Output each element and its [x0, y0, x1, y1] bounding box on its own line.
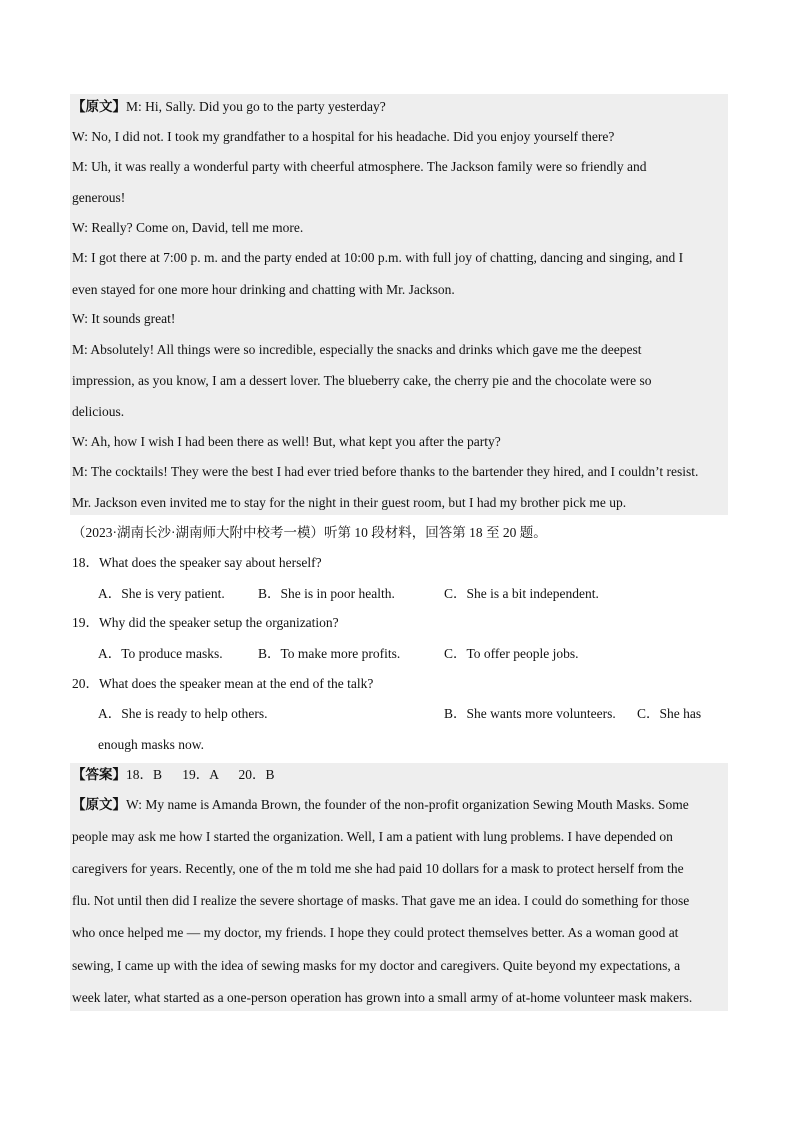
- transcript-2-line: caregivers for years. Recently, one of the m told me she had paid 10 dollars for a mask to protect herself from the: [72, 861, 684, 876]
- question-18-option-a: A．She is very patient.: [98, 586, 225, 601]
- transcript-1-line: impression, as you know, I am a dessert lover. The blueberry cake, the cherry pie and the chocolate were so: [72, 373, 652, 388]
- transcript-2-line: sewing, I came up with the idea of sewing masks for my doctor and caregivers. Quite beyond my expectations, a: [72, 958, 681, 973]
- answer-text: 18．B 19．A 20．B: [126, 767, 275, 782]
- transcript-1-label: 【原文】: [72, 99, 126, 114]
- question-20-stem: 20．What does the speaker mean at the end of the talk?: [72, 676, 374, 691]
- transcript-1-line: M: Absolutely! All things were so incredible, especially the snacks and drinks which gave me the deepest: [72, 342, 642, 357]
- transcript-1-line: Mr. Jackson even invited me to stay for the night in their guest room, but I had my brother pick me up.: [72, 495, 627, 510]
- question-20-option-a: A．She is ready to help others.: [98, 706, 268, 721]
- question-20-option-b: B．She wants more volunteers.: [444, 706, 616, 721]
- transcript-1-line: W: Really? Come on, David, tell me more.: [72, 220, 304, 235]
- transcript-1-line: M: I got there at 7:00 p. m. and the party ended at 10:00 p.m. with full joy of chatting, dancing and singing, and I: [72, 250, 684, 265]
- transcript-1-line: delicious.: [72, 404, 125, 419]
- transcript-2-line: 【原文】W: My name is Amanda Brown, the founder of the non-profit organization Sewing Mouth Masks. Some: [72, 797, 689, 812]
- answer-line: [72, 766, 275, 784]
- transcript-2-line: week later, what started as a one-person operation has grown into a small army of at-home volunteer mask makers.: [72, 990, 693, 1005]
- transcript-1-line: M: The cocktails! They were the best I had ever tried before thanks to the bartender they hired, and I couldn’t resist.: [72, 464, 699, 479]
- transcript-2-label: 【原文】: [72, 797, 126, 812]
- transcript-1-line: 【原文】M: Hi, Sally. Did you go to the party yesterday?: [72, 99, 386, 114]
- transcript-1-line: even stayed for one more hour drinking and chatting with Mr. Jackson.: [72, 282, 455, 297]
- transcript-1-line: generous!: [72, 190, 126, 205]
- question-18-option-c: C．She is a bit independent.: [444, 586, 599, 601]
- question-19-stem: 19．Why did the speaker setup the organization?: [72, 615, 339, 630]
- transcript-1-line: M: Uh, it was really a wonderful party with cheerful atmosphere. The Jackson family were so friendly and: [72, 159, 647, 174]
- question-19-option-b: B．To make more profits.: [258, 646, 401, 661]
- question-20-option-c: C．She has: [637, 706, 702, 721]
- transcript-1-line: W: Ah, how I wish I had been there as well! But, what kept you after the party?: [72, 434, 501, 449]
- question-19-option-c: C．To offer people jobs.: [444, 646, 579, 661]
- question-18-option-b: B．She is in poor health.: [258, 586, 395, 601]
- transcript-2-line: people may ask me how I started the organization. Well, I am a patient with lung problems. I have depended on: [72, 829, 673, 844]
- section-intro: （2023·湖南长沙·湖南师大附中校考一模）听第 10 段材料，回答第 18 至 20 题。: [72, 525, 547, 540]
- transcript-1-line: W: No, I did not. I took my grandfather to a hospital for his headache. Did you enjoy yourself there?: [72, 129, 615, 144]
- question-18-stem: 18．What does the speaker say about herself?: [72, 555, 322, 570]
- question-19-option-a: A．To produce masks.: [98, 646, 223, 661]
- transcript-2-line: flu. Not until then did I realize the severe shortage of masks. That gave me an idea. I could do something for those: [72, 893, 690, 908]
- transcript-2-line: who once helped me — my doctor, my friends. I hope they could protect themselves better. As a woman good at: [72, 925, 679, 940]
- question-20-option-c-continuation: enough masks now.: [98, 737, 204, 752]
- answer-label: 【答案】: [72, 767, 126, 782]
- transcript-1-line: W: It sounds great!: [72, 311, 176, 326]
